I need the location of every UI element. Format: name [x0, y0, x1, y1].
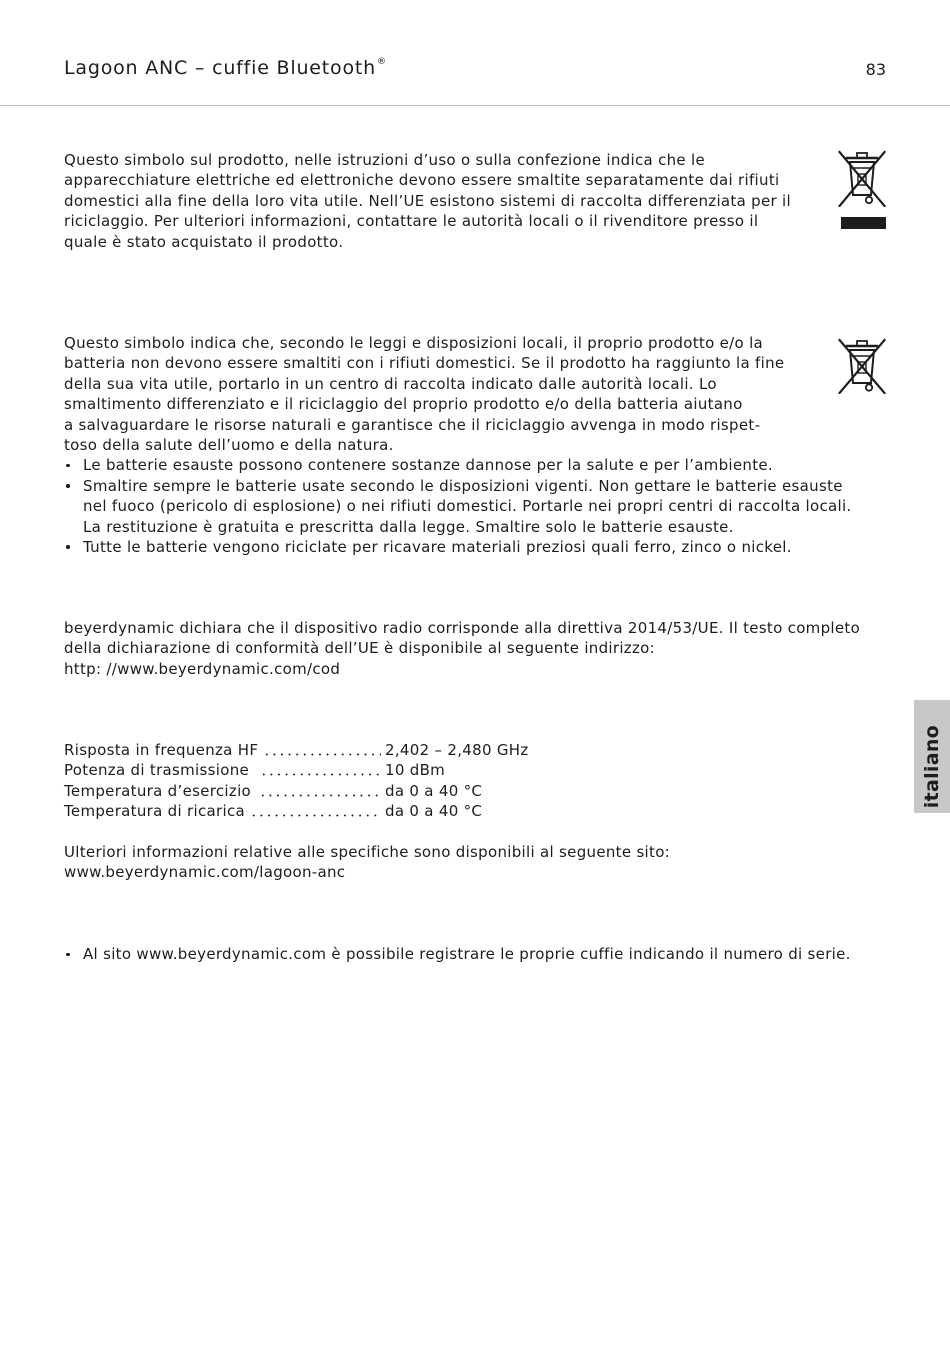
spec-label: Potenza di trasmissione: [64, 761, 250, 780]
text-line: della dichiarazione di conformità dell’UE è disponibile al seguente indirizzo:: [64, 639, 655, 658]
text-line: Al sito www.beyerdynamic.com è possibile registrare le proprie cuffie indicando il numero di serie.: [83, 945, 851, 963]
conformity-declaration: [64, 618, 860, 679]
specifications: [64, 740, 670, 883]
spec-row: [64, 760, 670, 780]
spec-value: da 0 a 40 °C: [385, 802, 483, 821]
text-line: toso della salute dell’uomo e della natura.: [64, 435, 394, 454]
header-rule: [0, 105, 950, 106]
header-title-text: Lagoon ANC – cuffie Bluetooth: [64, 57, 376, 79]
text-line: apparecchiature elettriche ed elettroniche devono essere smaltite separatamente dai rifiuti: [64, 171, 780, 190]
text-line: batteria non devono essere smaltiti con i rifiuti domestici. Se il prodotto ha raggiunto la fine: [64, 354, 785, 373]
spec-row: [64, 781, 670, 801]
bullet-marker: [66, 953, 70, 957]
specifications-url: www.beyerdynamic.com/lagoon-anc: [64, 863, 346, 882]
text-line: La restituzione è gratuita e prescritta dalla legge. Smaltire solo le batterie esauste.: [83, 517, 734, 536]
spec-label: Risposta in frequenza HF: [64, 741, 259, 759]
language-tab: [914, 700, 950, 813]
text-line: Ulteriori informazioni relative alle specifiche sono disponibili al seguente sito:: [64, 842, 671, 861]
text-line: nel fuoco (pericolo di esplosione) o nei rifiuti domestici. Portarle nei propri centri di raccolta locali.: [83, 497, 852, 516]
spacer: [64, 822, 670, 842]
spec-row: [64, 801, 670, 821]
spec-label: Temperatura d’esercizio: [64, 781, 252, 800]
conformity-url: http: //www.beyerdynamic.com/cod: [64, 659, 341, 678]
bullet-marker: [66, 464, 70, 468]
language-tab-label: italiano: [921, 724, 943, 808]
text-line: a salvaguardare le risorse naturali e garantisce che il riciclaggio avvenga in modo rispet-: [64, 415, 761, 434]
text-line: Le batterie esauste possono contenere sostanze dannose per la salute e per l’ambiente.: [83, 456, 773, 475]
list-item: [64, 476, 852, 537]
spec-row: [64, 740, 670, 760]
text-line: quale è stato acquistato il prodotto.: [64, 232, 344, 251]
weee-black-bar: [841, 217, 886, 229]
crossed-out-wheeled-bin-icon: [838, 338, 886, 394]
text-line: Questo simbolo sul prodotto, nelle istruzioni d’uso o sulla confezione indica che le: [64, 151, 706, 169]
bullet-marker: [66, 484, 70, 488]
text-line: Smaltire sempre le batterie usate secondo le disposizioni vigenti. Non gettare le batterie esauste: [83, 476, 843, 495]
crossed-out-wheeled-bin-icon: [838, 150, 886, 207]
list-item: [64, 455, 852, 475]
page-number: 83: [865, 60, 886, 79]
text-line: Tutte le batterie vengono riciclate per ricavare materiali preziosi quali ferro, zinco o nickel.: [83, 537, 792, 556]
dot-leader: [258, 760, 381, 780]
dot-leader: [248, 801, 381, 821]
list-item: [64, 944, 851, 964]
text-line: beyerdynamic dichiara che il dispositivo radio corrisponde alla direttiva 2014/53/UE. Il testo completo: [64, 619, 861, 637]
dot-leader: [257, 781, 381, 801]
text-line: smaltimento differenziato e il riciclaggio del proprio prodotto e/o della batteria aiutano: [64, 395, 743, 414]
weee-notice: [64, 150, 791, 252]
page-header-title: [64, 56, 386, 80]
spec-label: Temperatura di ricarica: [64, 802, 245, 821]
dot-leader: [261, 740, 381, 760]
text-line: domestici alla fine della loro vita utile. Nell’UE esistono sistemi di raccolta differenziata per il: [64, 191, 791, 210]
battery-notice: [64, 333, 852, 557]
text-line: della sua vita utile, portarlo in un centro di raccolta indicato dalle autorità locali. Lo: [64, 374, 717, 393]
text-line: riciclaggio. Per ulteriori informazioni, contattare le autorità locali o il rivenditore presso il: [64, 212, 759, 231]
registration: [64, 944, 851, 964]
bullet-marker: [66, 545, 70, 549]
list-item: [64, 537, 852, 557]
spec-value: 2,402 – 2,480 GHz: [385, 741, 529, 759]
text-line: Questo simbolo indica che, secondo le leggi e disposizioni locali, il proprio prodotto e/o la: [64, 334, 764, 352]
registered-mark: ®: [377, 57, 386, 67]
spec-value: da 0 a 40 °C: [385, 781, 483, 800]
spec-value: 10 dBm: [385, 761, 446, 780]
